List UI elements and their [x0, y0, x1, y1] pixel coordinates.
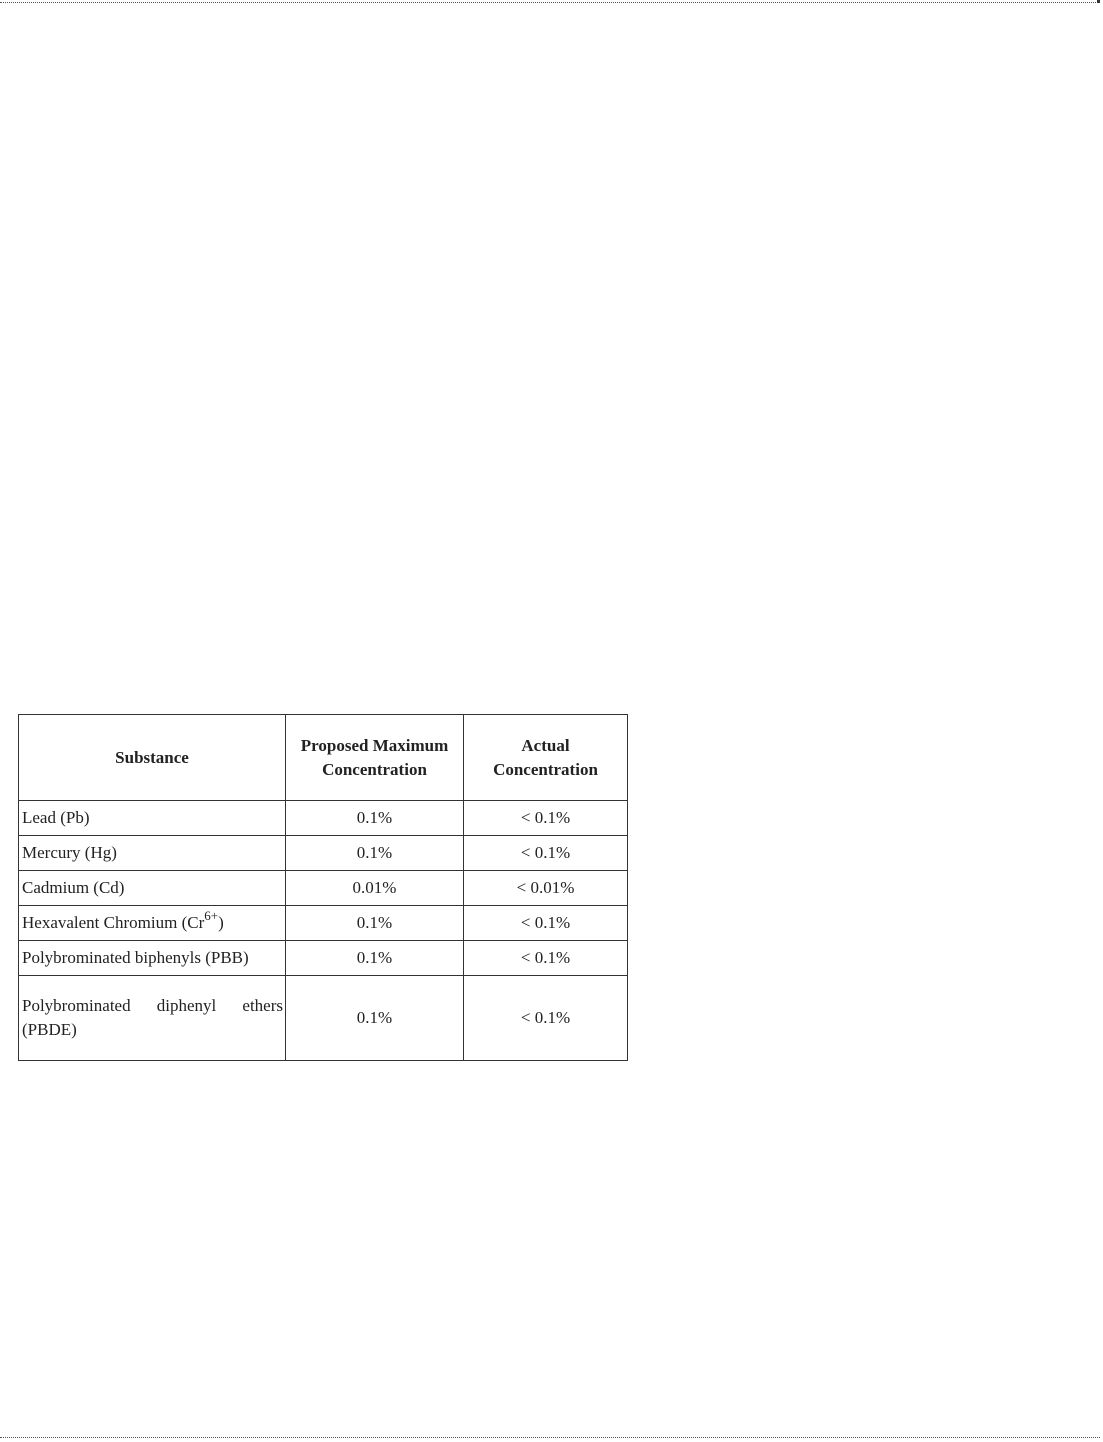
- substance-cell: Mercury (Hg): [19, 836, 286, 871]
- corner-mark: [1097, 0, 1100, 3]
- substance-superscript: 6+: [204, 908, 219, 924]
- header-proposed-maximum-concentration: Proposed Maximum Concentration: [286, 715, 464, 801]
- actual-concentration-cell: < 0.1%: [464, 836, 628, 871]
- substance-cell: Lead (Pb): [19, 801, 286, 836]
- proposed-concentration-cell: 0.01%: [286, 871, 464, 906]
- actual-concentration-cell: < 0.1%: [464, 976, 628, 1061]
- hazardous-substances-table-container: [18, 714, 628, 1061]
- substance-name-suffix: ): [218, 913, 224, 932]
- proposed-concentration-cell: 0.1%: [286, 941, 464, 976]
- proposed-concentration-cell: 0.1%: [286, 976, 464, 1061]
- table-row: [19, 941, 628, 976]
- actual-concentration-cell: < 0.1%: [464, 906, 628, 941]
- top-border-rule: [0, 2, 1100, 3]
- header-actual-concentration: Actual Concentration: [464, 715, 628, 801]
- bottom-border-rule: [0, 1437, 1100, 1438]
- proposed-concentration-cell: 0.1%: [286, 836, 464, 871]
- table-row: [19, 871, 628, 906]
- proposed-concentration-cell: 0.1%: [286, 906, 464, 941]
- substance-cell: Polybrominated biphenyls (PBB): [19, 941, 286, 976]
- table-row: [19, 976, 628, 1061]
- table-row: [19, 906, 628, 941]
- actual-concentration-cell: < 0.01%: [464, 871, 628, 906]
- substance-cell: Cadmium (Cd): [19, 871, 286, 906]
- actual-concentration-cell: < 0.1%: [464, 941, 628, 976]
- table-row: [19, 801, 628, 836]
- proposed-concentration-cell: 0.1%: [286, 801, 464, 836]
- table-header-row: [19, 715, 628, 801]
- substance-cell: [19, 906, 286, 941]
- substance-name-prefix: Hexavalent Chromium (Cr: [22, 913, 205, 932]
- table-row: [19, 836, 628, 871]
- header-substance: Substance: [19, 715, 286, 801]
- substance-cell: Polybrominated diphenyl ethers (PBDE): [19, 976, 286, 1061]
- hazardous-substances-table: [18, 714, 628, 1061]
- actual-concentration-cell: < 0.1%: [464, 801, 628, 836]
